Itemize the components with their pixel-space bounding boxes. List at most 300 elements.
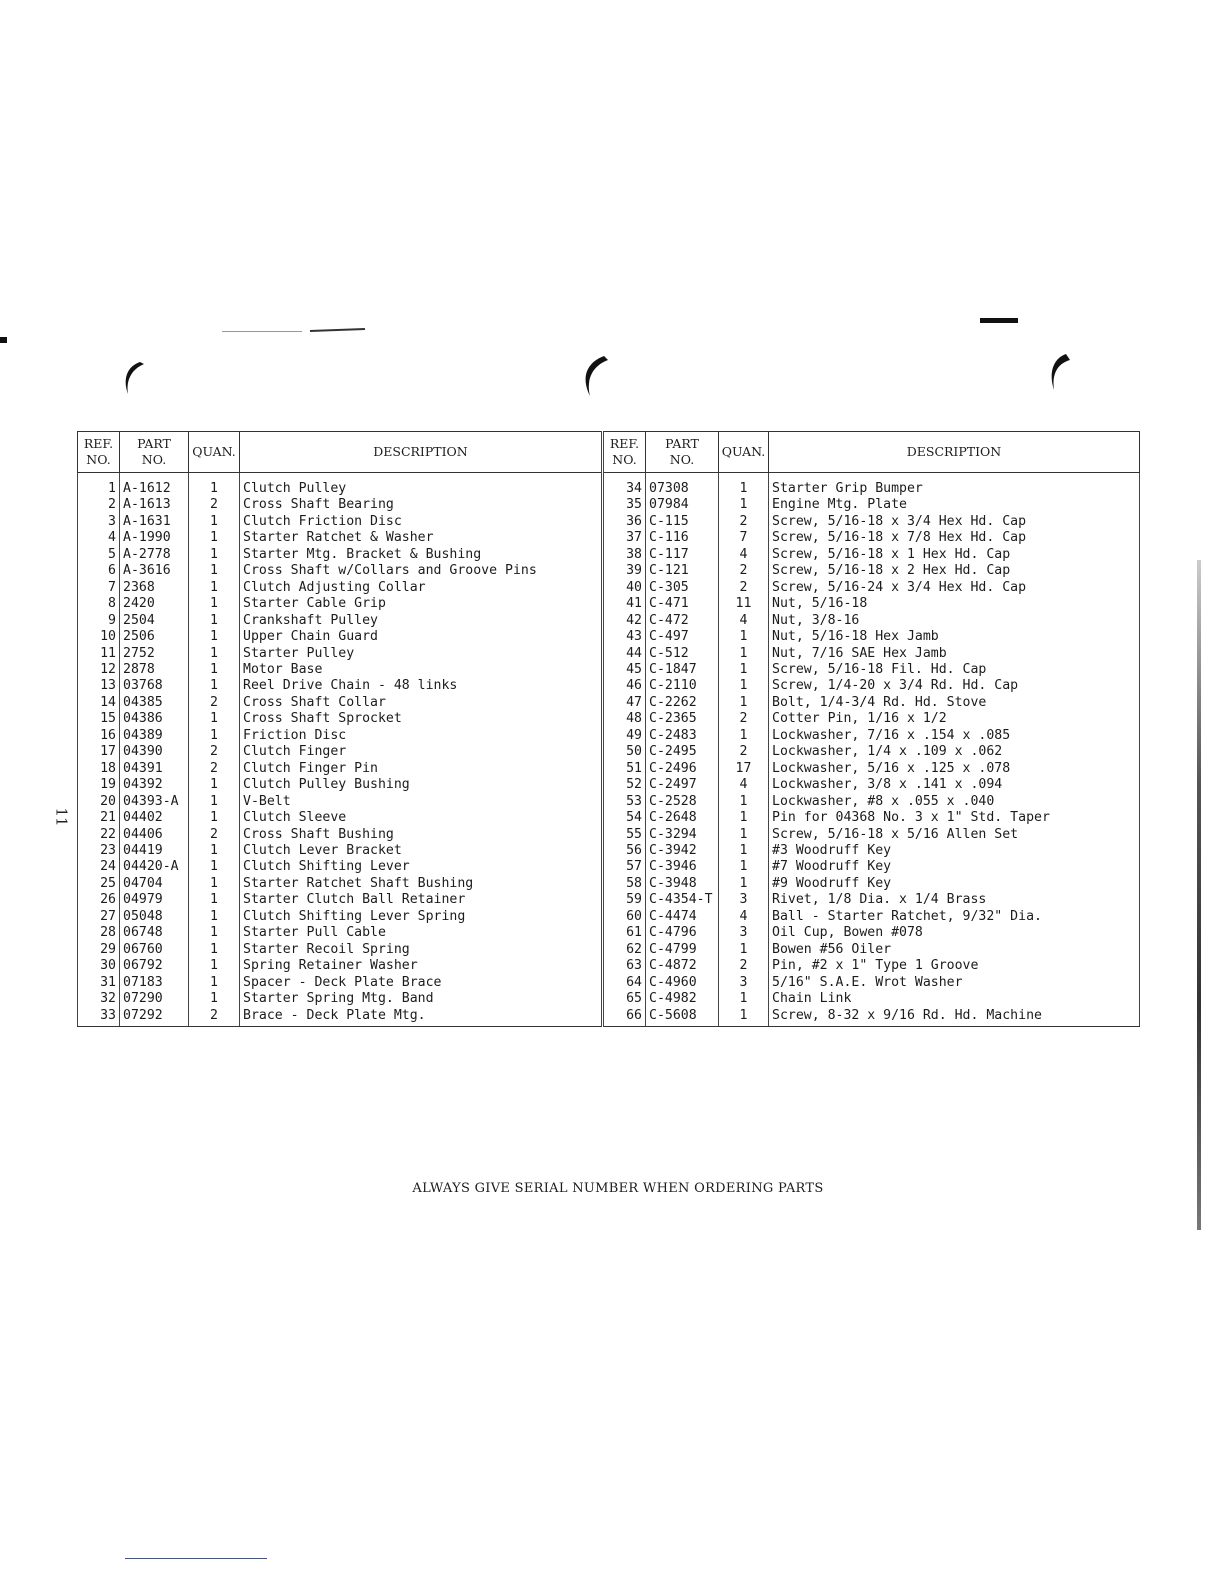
part-number-cell: 04393-A xyxy=(120,794,189,810)
part-number-cell: 04419 xyxy=(120,843,189,859)
table-row xyxy=(78,777,1140,793)
header-description-left: DESCRIPTION xyxy=(240,432,603,473)
part-number-cell: 2752 xyxy=(120,646,189,662)
table-row xyxy=(78,695,1140,711)
ref-cell: 51 xyxy=(603,761,646,777)
part-number-cell: 04392 xyxy=(120,777,189,793)
header-part-left: PART NO. xyxy=(120,432,189,473)
part-number-cell: 2504 xyxy=(120,613,189,629)
ref-cell: 36 xyxy=(603,514,646,530)
description-cell: Cross Shaft Bearing xyxy=(240,497,603,513)
quantity-cell: 2 xyxy=(189,827,240,843)
quantity-cell: 1 xyxy=(189,810,240,826)
ref-cell: 50 xyxy=(603,744,646,760)
description-cell: Starter Recoil Spring xyxy=(240,942,603,958)
description-cell: Starter Mtg. Bracket & Bushing xyxy=(240,547,603,563)
quantity-cell: 1 xyxy=(719,859,769,875)
ref-cell: 64 xyxy=(603,975,646,991)
part-number-cell: 2368 xyxy=(120,580,189,596)
part-number-cell: 04402 xyxy=(120,810,189,826)
part-number-cell: C-497 xyxy=(646,629,719,645)
quantity-cell: 1 xyxy=(189,596,240,612)
part-number-cell: C-117 xyxy=(646,547,719,563)
part-number-cell: C-115 xyxy=(646,514,719,530)
description-cell: Motor Base xyxy=(240,662,603,678)
quantity-cell: 1 xyxy=(719,843,769,859)
part-number-cell: C-305 xyxy=(646,580,719,596)
quantity-cell: 1 xyxy=(189,613,240,629)
quantity-cell: 1 xyxy=(189,942,240,958)
description-cell: Clutch Shifting Lever Spring xyxy=(240,909,603,925)
quantity-cell: 1 xyxy=(719,695,769,711)
parts-table xyxy=(77,431,1140,1027)
part-number-cell: 2420 xyxy=(120,596,189,612)
quantity-cell: 1 xyxy=(189,662,240,678)
part-number-cell: C-3948 xyxy=(646,876,719,892)
part-number-cell: 07984 xyxy=(646,497,719,513)
part-number-cell: 2506 xyxy=(120,629,189,645)
part-number-cell: C-2496 xyxy=(646,761,719,777)
description-cell: V-Belt xyxy=(240,794,603,810)
description-cell: Clutch Shifting Lever xyxy=(240,859,603,875)
header-row xyxy=(78,432,1140,473)
punch-hole-mark-right xyxy=(1042,350,1078,392)
table-row xyxy=(78,497,1140,513)
description-cell: Screw, 5/16-18 x 5/16 Allen Set xyxy=(769,827,1140,843)
quantity-cell: 4 xyxy=(719,909,769,925)
ref-cell: 16 xyxy=(78,728,120,744)
description-cell: Lockwasher, 5/16 x .125 x .078 xyxy=(769,761,1140,777)
description-cell: Crankshaft Pulley xyxy=(240,613,603,629)
quantity-cell: 1 xyxy=(189,794,240,810)
quantity-cell: 1 xyxy=(189,925,240,941)
part-number-cell: C-4872 xyxy=(646,958,719,974)
footer-note: ALWAYS GIVE SERIAL NUMBER WHEN ORDERING PARTS xyxy=(412,1181,824,1196)
ref-cell: 29 xyxy=(78,942,120,958)
table-row xyxy=(78,827,1140,843)
spacer-cell xyxy=(603,473,646,482)
quantity-cell: 1 xyxy=(719,481,769,497)
spacer-row xyxy=(78,473,1140,482)
ref-cell: 55 xyxy=(603,827,646,843)
description-cell: Lockwasher, #8 x .055 x .040 xyxy=(769,794,1140,810)
description-cell: Nut, 5/16-18 Hex Jamb xyxy=(769,629,1140,645)
description-cell: Clutch Finger xyxy=(240,744,603,760)
quantity-cell: 3 xyxy=(719,892,769,908)
description-cell: Starter Ratchet Shaft Bushing xyxy=(240,876,603,892)
part-number-cell: 07292 xyxy=(120,1008,189,1027)
ref-cell: 49 xyxy=(603,728,646,744)
scan-line-top xyxy=(222,331,302,332)
description-cell: Clutch Friction Disc xyxy=(240,514,603,530)
part-number-cell: 2878 xyxy=(120,662,189,678)
quantity-cell: 1 xyxy=(189,514,240,530)
spacer-cell xyxy=(189,473,240,482)
part-number-cell: C-4960 xyxy=(646,975,719,991)
description-cell: Cross Shaft Bushing xyxy=(240,827,603,843)
table-row xyxy=(78,794,1140,810)
ref-cell: 22 xyxy=(78,827,120,843)
description-cell: Lockwasher, 3/8 x .141 x .094 xyxy=(769,777,1140,793)
ref-cell: 25 xyxy=(78,876,120,892)
ref-cell: 44 xyxy=(603,646,646,662)
ref-cell: 53 xyxy=(603,794,646,810)
ref-cell: 20 xyxy=(78,794,120,810)
ref-cell: 40 xyxy=(603,580,646,596)
ref-cell: 45 xyxy=(603,662,646,678)
description-cell: Screw, 5/16-18 x 1 Hex Hd. Cap xyxy=(769,547,1140,563)
quantity-cell: 1 xyxy=(189,629,240,645)
table-row xyxy=(78,481,1140,497)
ref-cell: 43 xyxy=(603,629,646,645)
quantity-cell: 1 xyxy=(189,909,240,925)
part-number-cell: A-1631 xyxy=(120,514,189,530)
table-row xyxy=(78,728,1140,744)
description-cell: Starter Spring Mtg. Band xyxy=(240,991,603,1007)
part-number-cell: 06760 xyxy=(120,942,189,958)
part-number-cell: 06748 xyxy=(120,925,189,941)
quantity-cell: 2 xyxy=(189,1008,240,1027)
part-number-cell: 04390 xyxy=(120,744,189,760)
spacer-cell xyxy=(769,473,1140,482)
ref-cell: 15 xyxy=(78,711,120,727)
part-number-cell: C-4354-T xyxy=(646,892,719,908)
ref-cell: 65 xyxy=(603,991,646,1007)
table-row xyxy=(78,613,1140,629)
part-number-cell: C-2365 xyxy=(646,711,719,727)
table-row xyxy=(78,892,1140,908)
part-number-cell: 04389 xyxy=(120,728,189,744)
description-cell: Screw, 5/16-24 x 3/4 Hex Hd. Cap xyxy=(769,580,1140,596)
ref-cell: 62 xyxy=(603,942,646,958)
ref-cell: 48 xyxy=(603,711,646,727)
part-number-cell: 07290 xyxy=(120,991,189,1007)
spacer-cell xyxy=(120,473,189,482)
quantity-cell: 1 xyxy=(189,481,240,497)
ref-cell: 9 xyxy=(78,613,120,629)
ref-cell: 28 xyxy=(78,925,120,941)
ref-cell: 17 xyxy=(78,744,120,760)
ref-cell: 35 xyxy=(603,497,646,513)
ref-cell: 46 xyxy=(603,678,646,694)
ref-cell: 32 xyxy=(78,991,120,1007)
quantity-cell: 1 xyxy=(189,728,240,744)
part-number-cell: 04391 xyxy=(120,761,189,777)
description-cell: Bowen #56 Oiler xyxy=(769,942,1140,958)
part-number-cell: 04385 xyxy=(120,695,189,711)
quantity-cell: 2 xyxy=(719,958,769,974)
ref-cell: 66 xyxy=(603,1008,646,1027)
part-number-cell: C-2648 xyxy=(646,810,719,826)
part-number-cell: C-121 xyxy=(646,563,719,579)
quantity-cell: 1 xyxy=(719,991,769,1007)
description-cell: Starter Pull Cable xyxy=(240,925,603,941)
header-ref-right: REF. NO. xyxy=(603,432,646,473)
ref-cell: 11 xyxy=(78,646,120,662)
quantity-cell: 1 xyxy=(719,810,769,826)
description-cell: Cross Shaft Collar xyxy=(240,695,603,711)
description-cell: #7 Woodruff Key xyxy=(769,859,1140,875)
part-number-cell: A-2778 xyxy=(120,547,189,563)
description-cell: Clutch Finger Pin xyxy=(240,761,603,777)
description-cell: Ball - Starter Ratchet, 9/32" Dia. xyxy=(769,909,1140,925)
quantity-cell: 1 xyxy=(719,629,769,645)
part-number-cell: C-512 xyxy=(646,646,719,662)
part-number-cell: C-4799 xyxy=(646,942,719,958)
description-cell: Starter Cable Grip xyxy=(240,596,603,612)
description-cell: Clutch Lever Bracket xyxy=(240,843,603,859)
quantity-cell: 1 xyxy=(189,646,240,662)
table-row xyxy=(78,580,1140,596)
ref-cell: 8 xyxy=(78,596,120,612)
quantity-cell: 7 xyxy=(719,530,769,546)
part-number-cell: C-3942 xyxy=(646,843,719,859)
table-row xyxy=(78,876,1140,892)
description-cell: Screw, 1/4-20 x 3/4 Rd. Hd. Cap xyxy=(769,678,1140,694)
quantity-cell: 1 xyxy=(189,876,240,892)
table-row xyxy=(78,1008,1140,1027)
part-number-cell: 06792 xyxy=(120,958,189,974)
ref-cell: 31 xyxy=(78,975,120,991)
ref-cell: 30 xyxy=(78,958,120,974)
table-row xyxy=(78,563,1140,579)
part-number-cell: 04979 xyxy=(120,892,189,908)
table-row xyxy=(78,629,1140,645)
part-number-cell: 07183 xyxy=(120,975,189,991)
ref-cell: 47 xyxy=(603,695,646,711)
description-cell: Clutch Pulley xyxy=(240,481,603,497)
quantity-cell: 4 xyxy=(719,777,769,793)
description-cell: Clutch Pulley Bushing xyxy=(240,777,603,793)
quantity-cell: 1 xyxy=(189,678,240,694)
page-number: 11 xyxy=(52,807,71,827)
spacer-cell xyxy=(240,473,603,482)
quantity-cell: 2 xyxy=(719,580,769,596)
description-cell: Cross Shaft w/Collars and Groove Pins xyxy=(240,563,603,579)
description-cell: Starter Clutch Ball Retainer xyxy=(240,892,603,908)
quantity-cell: 1 xyxy=(719,678,769,694)
quantity-cell: 1 xyxy=(719,827,769,843)
ref-cell: 13 xyxy=(78,678,120,694)
ref-cell: 54 xyxy=(603,810,646,826)
description-cell: Spacer - Deck Plate Brace xyxy=(240,975,603,991)
ref-cell: 60 xyxy=(603,909,646,925)
part-number-cell: 07308 xyxy=(646,481,719,497)
quantity-cell: 1 xyxy=(719,1008,769,1027)
description-cell: Screw, 5/16-18 Fil. Hd. Cap xyxy=(769,662,1140,678)
quantity-cell: 3 xyxy=(719,975,769,991)
description-cell: Starter Pulley xyxy=(240,646,603,662)
quantity-cell: 1 xyxy=(189,975,240,991)
description-cell: Nut, 3/8-16 xyxy=(769,613,1140,629)
part-number-cell: C-471 xyxy=(646,596,719,612)
description-cell: Screw, 5/16-18 x 2 Hex Hd. Cap xyxy=(769,563,1140,579)
part-number-cell: 04406 xyxy=(120,827,189,843)
table-row xyxy=(78,942,1140,958)
part-number-cell: C-4982 xyxy=(646,991,719,1007)
part-number-cell: 05048 xyxy=(120,909,189,925)
ref-cell: 5 xyxy=(78,547,120,563)
ref-cell: 34 xyxy=(603,481,646,497)
ref-cell: 56 xyxy=(603,843,646,859)
ref-cell: 12 xyxy=(78,662,120,678)
part-number-cell: C-2497 xyxy=(646,777,719,793)
scan-mark-top-right xyxy=(980,318,1018,323)
header-description-right: DESCRIPTION xyxy=(769,432,1140,473)
quantity-cell: 2 xyxy=(719,744,769,760)
description-cell: Nut, 7/16 SAE Hex Jamb xyxy=(769,646,1140,662)
quantity-cell: 1 xyxy=(189,711,240,727)
part-number-cell: C-116 xyxy=(646,530,719,546)
description-cell: 5/16" S.A.E. Wrot Washer xyxy=(769,975,1140,991)
part-number-cell: 03768 xyxy=(120,678,189,694)
description-cell: Clutch Adjusting Collar xyxy=(240,580,603,596)
table-row xyxy=(78,859,1140,875)
scan-line-top-dark xyxy=(310,328,365,332)
quantity-cell: 2 xyxy=(719,711,769,727)
description-cell: Lockwasher, 1/4 x .109 x .062 xyxy=(769,744,1140,760)
description-cell: Pin, #2 x 1" Type 1 Groove xyxy=(769,958,1140,974)
description-cell: Starter Grip Bumper xyxy=(769,481,1140,497)
part-number-cell: 04420-A xyxy=(120,859,189,875)
part-number-cell: A-3616 xyxy=(120,563,189,579)
table-row xyxy=(78,662,1140,678)
quantity-cell: 2 xyxy=(719,563,769,579)
part-number-cell: C-2528 xyxy=(646,794,719,810)
quantity-cell: 4 xyxy=(719,613,769,629)
part-number-cell: A-1613 xyxy=(120,497,189,513)
description-cell: Friction Disc xyxy=(240,728,603,744)
description-cell: Lockwasher, 7/16 x .154 x .085 xyxy=(769,728,1140,744)
header-quan-right: QUAN. xyxy=(719,432,769,473)
table-row xyxy=(78,843,1140,859)
table-row xyxy=(78,909,1140,925)
quantity-cell: 1 xyxy=(719,794,769,810)
ref-cell: 26 xyxy=(78,892,120,908)
header-ref-left: REF. NO. xyxy=(78,432,120,473)
quantity-cell: 17 xyxy=(719,761,769,777)
ref-cell: 6 xyxy=(78,563,120,579)
ref-cell: 14 xyxy=(78,695,120,711)
header-part-right: PART NO. xyxy=(646,432,719,473)
header-quan-left: QUAN. xyxy=(189,432,240,473)
table-row xyxy=(78,596,1140,612)
quantity-cell: 1 xyxy=(189,530,240,546)
quantity-cell: 2 xyxy=(189,695,240,711)
ref-cell: 42 xyxy=(603,613,646,629)
table-row xyxy=(78,991,1140,1007)
part-number-cell: C-4474 xyxy=(646,909,719,925)
description-cell: Bolt, 1/4-3/4 Rd. Hd. Stove xyxy=(769,695,1140,711)
ref-cell: 3 xyxy=(78,514,120,530)
quantity-cell: 3 xyxy=(719,925,769,941)
description-cell: Spring Retainer Washer xyxy=(240,958,603,974)
ref-cell: 7 xyxy=(78,580,120,596)
part-number-cell: A-1990 xyxy=(120,530,189,546)
description-cell: Upper Chain Guard xyxy=(240,629,603,645)
quantity-cell: 1 xyxy=(189,580,240,596)
quantity-cell: 1 xyxy=(189,843,240,859)
part-number-cell: C-5608 xyxy=(646,1008,719,1027)
parts-table-body xyxy=(78,473,1140,1027)
table-row xyxy=(78,810,1140,826)
ref-cell: 33 xyxy=(78,1008,120,1027)
table-row xyxy=(78,975,1140,991)
table-row xyxy=(78,646,1140,662)
description-cell: Clutch Sleeve xyxy=(240,810,603,826)
ref-cell: 21 xyxy=(78,810,120,826)
footnote-rule xyxy=(125,1558,267,1559)
description-cell: Screw, 8-32 x 9/16 Rd. Hd. Machine xyxy=(769,1008,1140,1027)
description-cell: Rivet, 1/8 Dia. x 1/4 Brass xyxy=(769,892,1140,908)
part-number-cell: C-4796 xyxy=(646,925,719,941)
ref-cell: 52 xyxy=(603,777,646,793)
punch-hole-mark-center xyxy=(578,354,612,398)
quantity-cell: 1 xyxy=(719,876,769,892)
quantity-cell: 2 xyxy=(189,497,240,513)
ref-cell: 38 xyxy=(603,547,646,563)
punch-hole-mark-left xyxy=(118,360,148,396)
quantity-cell: 1 xyxy=(719,728,769,744)
quantity-cell: 1 xyxy=(189,958,240,974)
quantity-cell: 2 xyxy=(189,744,240,760)
quantity-cell: 1 xyxy=(719,662,769,678)
scan-edge-right xyxy=(1197,560,1201,1230)
description-cell: Nut, 5/16-18 xyxy=(769,596,1140,612)
quantity-cell: 2 xyxy=(719,514,769,530)
ref-cell: 23 xyxy=(78,843,120,859)
ref-cell: 10 xyxy=(78,629,120,645)
part-number-cell: C-2110 xyxy=(646,678,719,694)
table-row xyxy=(78,925,1140,941)
description-cell: Cotter Pin, 1/16 x 1/2 xyxy=(769,711,1140,727)
description-cell: Reel Drive Chain - 48 links xyxy=(240,678,603,694)
part-number-cell: C-3946 xyxy=(646,859,719,875)
scan-mark-left-edge xyxy=(0,337,7,343)
ref-cell: 27 xyxy=(78,909,120,925)
table-row xyxy=(78,761,1140,777)
part-number-cell: 04704 xyxy=(120,876,189,892)
ref-cell: 61 xyxy=(603,925,646,941)
description-cell: Engine Mtg. Plate xyxy=(769,497,1140,513)
ref-cell: 41 xyxy=(603,596,646,612)
quantity-cell: 1 xyxy=(189,991,240,1007)
spacer-cell xyxy=(78,473,120,482)
spacer-cell xyxy=(646,473,719,482)
part-number-cell: 04386 xyxy=(120,711,189,727)
description-cell: Screw, 5/16-18 x 7/8 Hex Hd. Cap xyxy=(769,530,1140,546)
quantity-cell: 1 xyxy=(189,563,240,579)
ref-cell: 24 xyxy=(78,859,120,875)
quantity-cell: 1 xyxy=(189,859,240,875)
table-row xyxy=(78,744,1140,760)
part-number-cell: A-1612 xyxy=(120,481,189,497)
table-row xyxy=(78,530,1140,546)
quantity-cell: 1 xyxy=(719,646,769,662)
part-number-cell: C-2483 xyxy=(646,728,719,744)
ref-cell: 57 xyxy=(603,859,646,875)
quantity-cell: 1 xyxy=(719,497,769,513)
part-number-cell: C-472 xyxy=(646,613,719,629)
quantity-cell: 1 xyxy=(719,942,769,958)
description-cell: Pin for 04368 No. 3 x 1" Std. Taper xyxy=(769,810,1140,826)
description-cell: Oil Cup, Bowen #078 xyxy=(769,925,1140,941)
part-number-cell: C-3294 xyxy=(646,827,719,843)
part-number-cell: C-2262 xyxy=(646,695,719,711)
part-number-cell: C-1847 xyxy=(646,662,719,678)
table-row xyxy=(78,958,1140,974)
ref-cell: 2 xyxy=(78,497,120,513)
